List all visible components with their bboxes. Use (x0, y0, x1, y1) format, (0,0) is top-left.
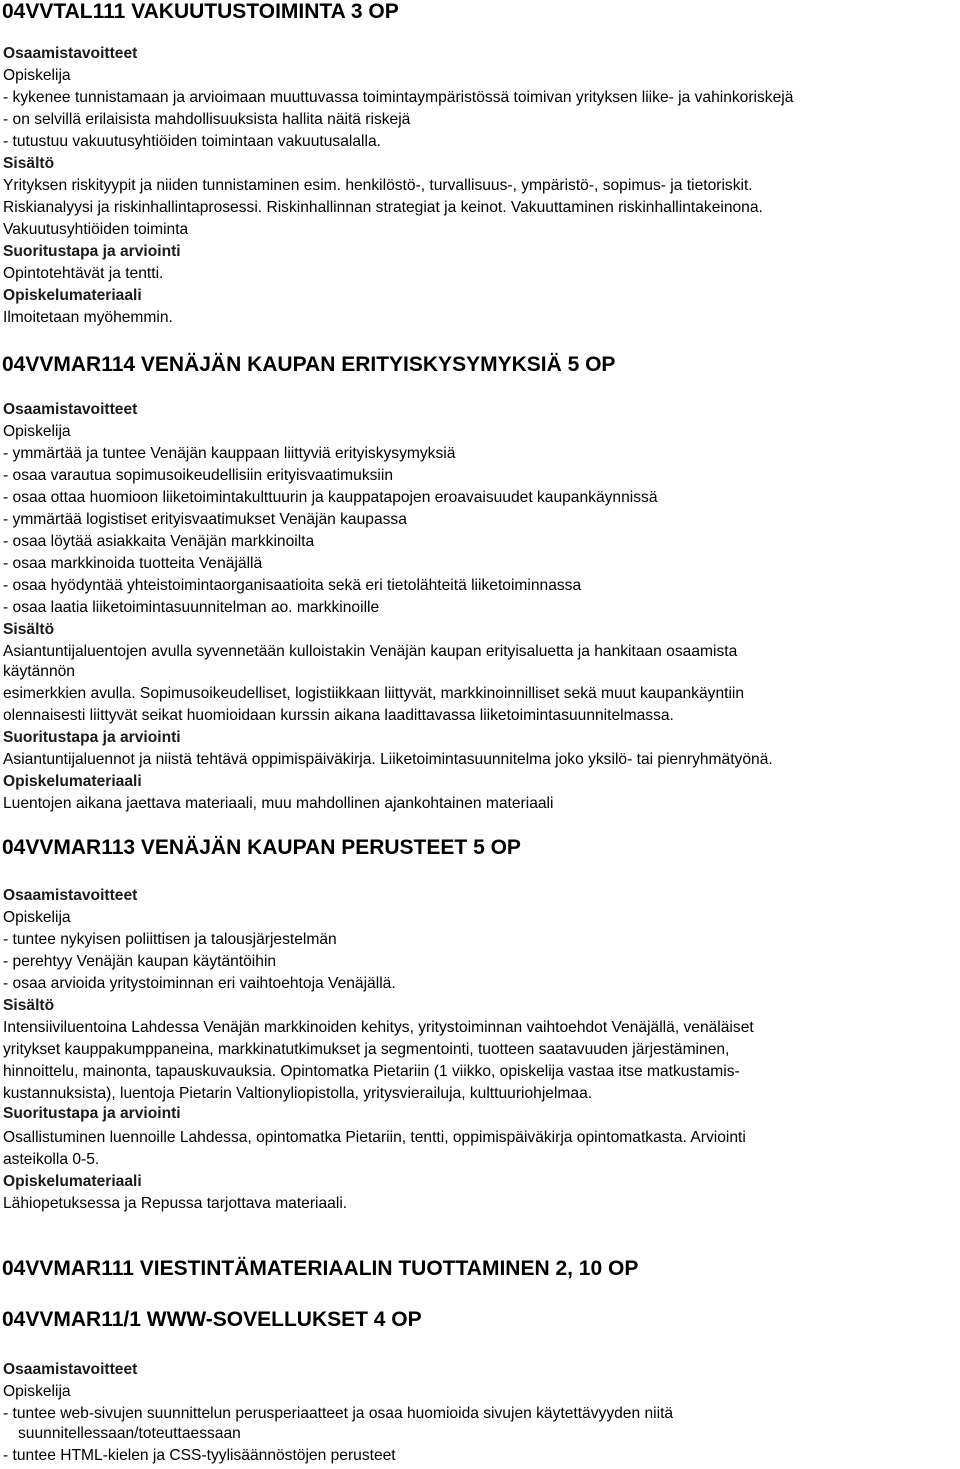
outcome-item: - osaa löytää asiakkaita Venäjän markkinoilta (3, 533, 315, 550)
method-text: Asiantuntijaluennot ja niistä tehtävä oppimispäiväkirja. Liiketoimintasuunnitelma joko yksilö- tai pienryhmätyönä. (3, 751, 773, 768)
outcome-item-continuation: suunnitellessaan/toteuttaessaan (18, 1425, 241, 1442)
content-line: käytännön (3, 663, 75, 680)
course-title: 04VVMAR11/1 WWW-SOVELLUKSET 4 OP (2, 1308, 422, 1331)
content-line: Intensiiviluentoina Lahdessa Venäjän markkinoiden kehitys, yritystoiminnan vaihtoehdot Venäjällä, venäläiset (3, 1019, 754, 1036)
content-line: hinnoittelu, mainonta, tapauskuvauksia. Opintomatka Pietariin (1 viikko, opiskelija vastaa itse matkustamis- (3, 1063, 740, 1080)
section-heading-materials: Opiskelumateriaali (3, 773, 142, 790)
section-heading-materials: Opiskelumateriaali (3, 1173, 142, 1190)
section-heading-outcomes: Osaamistavoitteet (3, 1361, 138, 1378)
content-line: esimerkkien avulla. Sopimusoikeudelliset, logistiikkaan liittyvät, markkinoinnilliset sekä muut kaupankäyntiin (3, 685, 745, 702)
course-title: 04VVMAR114 VENÄJÄN KAUPAN ERITYISKYSYMYKSIÄ 5 OP (2, 353, 616, 376)
section-heading-method: Suoritustapa ja arviointi (3, 729, 181, 746)
method-text: asteikolla 0-5. (3, 1151, 100, 1168)
outcome-item: - osaa varautua sopimusoikeudellisiin erityisvaatimuksiin (3, 467, 394, 484)
outcome-item: - osaa ottaa huomioon liiketoimintakulttuurin ja kauppatapojen eroavaisuudet kaupankäynnissä (3, 489, 658, 506)
course-title: 04VVTAL111 VAKUUTUSTOIMINTA 3 OP (2, 0, 399, 23)
outcome-item: - ymmärtää logistiset erityisvaatimukset Venäjän kaupassa (3, 511, 407, 528)
section-heading-content: Sisältö (3, 155, 55, 172)
materials-text: Luentojen aikana jaettava materiaali, muu mahdollinen ajankohtainen materiaali (3, 795, 554, 812)
content-line: kustannuksista), luentoja Pietarin Valtionyliopistolla, yritysvierailuja, kulttuuriohjelmaa. (3, 1085, 593, 1102)
outcome-item: - osaa markkinoida tuotteita Venäjällä (3, 555, 263, 572)
content-line: Riskianalyysi ja riskinhallintaprosessi. Riskinhallinnan strategiat ja keinot. Vakuuttaminen riskinhallintakeinona. (3, 199, 763, 216)
section-heading-outcomes: Osaamistavoitteet (3, 45, 138, 62)
course-title: 04VVMAR111 VIESTINTÄMATERIAALIN TUOTTAMINEN 2, 10 OP (2, 1257, 639, 1280)
course-title: 04VVMAR113 VENÄJÄN KAUPAN PERUSTEET 5 OP (2, 836, 521, 859)
student-label: Opiskelija (3, 423, 71, 440)
outcome-item: - osaa laatia liiketoimintasuunnitelman ao. markkinoille (3, 599, 380, 616)
outcome-item: - tuntee HTML-kielen ja CSS-tyylisäännöstöjen perusteet (3, 1447, 396, 1464)
section-heading-outcomes: Osaamistavoitteet (3, 887, 138, 904)
outcome-item: - tutustuu vakuutusyhtiöiden toimintaan vakuutusalalla. (3, 133, 381, 150)
section-heading-outcomes: Osaamistavoitteet (3, 401, 138, 418)
outcome-item: - osaa hyödyntää yhteistoimintaorganisaatioita sekä eri tietolähteitä liiketoiminnassa (3, 577, 582, 594)
section-heading-method: Suoritustapa ja arviointi (3, 243, 181, 260)
method-text: Opintotehtävät ja tentti. (3, 265, 164, 282)
outcome-item: - ymmärtää ja tuntee Venäjän kauppaan liittyviä erityiskysymyksiä (3, 445, 456, 462)
student-label: Opiskelija (3, 67, 71, 84)
method-text: Osallistuminen luennoille Lahdessa, opintomatka Pietariin, tentti, oppimispäiväkirja opintomatkasta. Arviointi (3, 1129, 746, 1146)
outcome-item: - perehtyy Venäjän kaupan käytäntöihin (3, 953, 277, 970)
content-line: Yrityksen riskityypit ja niiden tunnistaminen esim. henkilöstö-, turvallisuus-, ympäristö-, sopimus- ja tietoriskit. (3, 177, 753, 194)
section-heading-content: Sisältö (3, 997, 55, 1014)
outcome-item: - tuntee nykyisen poliittisen ja talousjärjestelmän (3, 931, 337, 948)
section-heading-content: Sisältö (3, 621, 55, 638)
materials-text: Ilmoitetaan myöhemmin. (3, 309, 173, 326)
materials-text: Lähiopetuksessa ja Repussa tarjottava materiaali. (3, 1195, 348, 1212)
content-line: Asiantuntijaluentojen avulla syvennetään kulloistakin Venäjän kaupan erityisaluetta ja hankitaan osaamista (3, 643, 738, 660)
content-line: olennaisesti liittyvät seikat huomioidaan kurssin aikana laadittavassa liiketoimintasuunnitelmassa. (3, 707, 674, 724)
content-line: Vakuutusyhtiöiden toiminta (3, 221, 189, 238)
outcome-item: - tuntee web-sivujen suunnittelun perusperiaatteet ja osaa huomioida sivujen käytettävyyden niitä (3, 1405, 674, 1422)
section-heading-method: Suoritustapa ja arviointi (3, 1105, 181, 1122)
section-heading-materials: Opiskelumateriaali (3, 287, 142, 304)
outcome-item: - kykenee tunnistamaan ja arvioimaan muuttuvassa toimintaympäristössä toimivan yrityksen liike- ja vahinkoriskejä (3, 89, 794, 106)
content-line: yritykset kauppakumppaneina, markkinatutkimukset ja segmentointi, tuotteen saatavuuden järjestäminen, (3, 1041, 730, 1058)
student-label: Opiskelija (3, 1383, 71, 1400)
outcome-item: - osaa arvioida yritystoiminnan eri vaihtoehtoja Venäjällä. (3, 975, 396, 992)
outcome-item: - on selvillä erilaisista mahdollisuuksista hallita näitä riskejä (3, 111, 411, 128)
student-label: Opiskelija (3, 909, 71, 926)
